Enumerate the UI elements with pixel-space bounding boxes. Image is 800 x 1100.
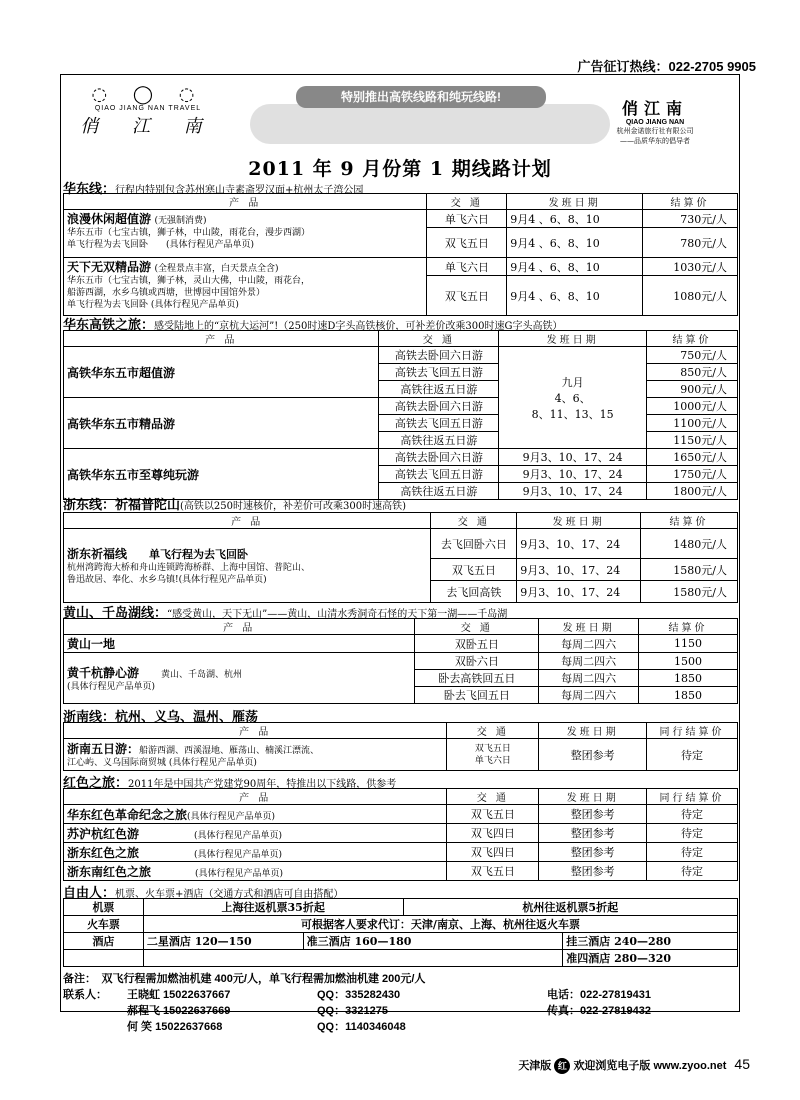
transport: 双飞五日	[474, 743, 511, 754]
transport: 卧去飞回五日	[415, 687, 539, 704]
transport: 高铁去卧回六日游	[379, 347, 499, 364]
product-desc: (具体行程见产品单页)	[195, 868, 284, 879]
departure: 九月 4、6、 8、11、13、15	[499, 347, 647, 449]
col-header: 发班日期	[539, 789, 647, 805]
product-name: 浙南五日游：	[67, 742, 140, 756]
section-zhedong	[63, 494, 406, 513]
transport: 双飞五日	[447, 805, 539, 824]
col-header: 发班日期	[539, 619, 639, 635]
company-name: 杭州金诺旅行社有限公司	[616, 127, 694, 135]
table-red	[63, 788, 738, 881]
banner: 特别推出高铁线路和纯玩线路!	[296, 86, 546, 108]
product-desc: 江心屿、义乌国际商贸城 (具体行程见产品单页)	[67, 758, 257, 768]
col-header: 发班日期	[539, 723, 647, 739]
section-desc: “感受黄山，天下无山”——黄山，山清水秀洞奇石怪的天下第一湖——千岛湖	[167, 609, 508, 620]
transport: 高铁往返五日游	[379, 381, 499, 398]
product-desc: 鲁迅故居、奉化、水乡乌镇!(具体行程见产品单页)	[67, 575, 267, 585]
section-desc: 感受陆地上的“京杭大运河”!（250时速D字头高铁核价，可补差价改乘300时速G字头高铁）	[154, 321, 563, 332]
transport: 双飞五日	[427, 228, 507, 258]
product-desc: 单飞行程为去飞回卧	[67, 240, 149, 250]
transport: 去飞回高铁	[431, 581, 517, 603]
section-label: 华东高铁之旅：	[63, 318, 155, 333]
row-value: 上海往返机票35折起	[143, 899, 403, 916]
departure: 每周二四六	[539, 635, 639, 653]
price: 1850	[639, 670, 738, 687]
row-key: 机票	[64, 899, 144, 916]
departure: 9月3、10、17、24	[499, 466, 647, 483]
product-tag: (全程景点丰富，白天景点全含)	[154, 264, 279, 274]
price: 730元/人	[643, 210, 738, 228]
section-desc: 2011年是中国共产党建党90周年，特推出以下线路，供参考	[128, 779, 397, 790]
remark-text: 双飞行程需加燃油机建 400元/人，单飞行程需加燃油机建 200元/人	[101, 973, 426, 985]
departure: 9月4 、6、8、10	[507, 276, 643, 316]
price: 1080元/人	[643, 276, 738, 316]
slogan: ——品质华东的倡导者	[620, 137, 690, 145]
col-header: 交 通	[379, 331, 499, 347]
col-header: 同行结算价	[647, 789, 738, 805]
price: 1580元/人	[641, 559, 738, 581]
departure: 每周二四六	[539, 653, 639, 670]
product-tag: (无强制消费)	[154, 216, 207, 226]
col-header: 产 品	[64, 513, 431, 529]
price: 待定	[647, 805, 738, 824]
transport: 高铁去飞回五日游	[379, 415, 499, 432]
row-value: 准三酒店 160—180	[303, 933, 563, 950]
row-value: 杭州往返机票5折起	[403, 899, 738, 916]
price: 待定	[647, 843, 738, 862]
section-desc: 杭州、义乌、温州、雁荡	[115, 710, 259, 725]
product-desc: 杭州湾跨海大桥和舟山连锁跨海桥群、上海中国馆、普陀山、	[67, 563, 311, 573]
row-key: 酒店	[64, 933, 144, 950]
transport: 双卧六日	[415, 653, 539, 670]
departure: 每周二四六	[539, 670, 639, 687]
col-header: 同行结算价	[647, 723, 738, 739]
transport: 双卧五日	[415, 635, 539, 653]
col-header: 发班日期	[507, 194, 643, 210]
transport: 双飞五日	[427, 276, 507, 316]
section-desc: 行程内特别包含苏州寒山寺素斋罗汉面+杭州太子湾公园	[115, 185, 364, 196]
product-name: 华东红色革命纪念之旅	[67, 807, 188, 822]
transport: 高铁往返五日游	[379, 483, 499, 500]
contact-phone: 何 笑 15022637668	[127, 1021, 223, 1033]
product-name: 高铁华东五市至尊纯玩游	[64, 449, 379, 500]
transport: 卧去高铁回五日	[415, 670, 539, 687]
contact-qq: QQ：1140346048	[317, 1021, 406, 1033]
section-label: 浙东线：	[63, 498, 116, 513]
product-desc: 船游西湖、西溪湿地、雁荡山、楠溪江漂流、	[139, 746, 320, 756]
table-gaotie	[63, 330, 738, 500]
col-header: 交 通	[427, 194, 507, 210]
col-header: 交 通	[447, 789, 539, 805]
cloud-decoration	[250, 104, 610, 144]
col-header: 交 通	[431, 513, 517, 529]
contact-phone: 王晓虹 15022637667	[127, 989, 231, 1001]
price: 1150	[639, 635, 738, 653]
departure: 9月4 、6、8、10	[507, 258, 643, 276]
departure: 整团参考	[539, 824, 647, 843]
price: 750元/人	[647, 347, 738, 364]
price: 1030元/人	[643, 258, 738, 276]
departure: 9月3、10、17、24	[517, 581, 641, 603]
logo-left-cn: 俏 江 南	[80, 116, 216, 137]
price: 1100元/人	[647, 415, 738, 432]
transport: 双飞四日	[447, 824, 539, 843]
red-badge-icon: 红	[554, 1058, 570, 1074]
departure: 9月3、10、17、24	[499, 483, 647, 500]
transport: 高铁去卧回六日游	[379, 398, 499, 415]
section-label: 浙南线：	[63, 710, 116, 725]
product-name: 浙东祈福线	[67, 547, 128, 561]
product-name: 黄千杭静心游	[67, 665, 140, 680]
product-name: 高铁华东五市精品游	[64, 398, 379, 449]
price: 1150元/人	[647, 432, 738, 449]
col-header: 产 品	[64, 331, 379, 347]
departure: 9月4 、6、8、10	[507, 228, 643, 258]
product-desc: (具体行程见产品单页)	[166, 240, 255, 250]
logo-right	[590, 96, 720, 146]
transport: 去飞回卧六日	[431, 529, 517, 559]
section-desc: 机票、火车票+酒店（交通方式和酒店可自由搭配）	[115, 889, 344, 900]
col-header: 产 品	[64, 619, 415, 635]
ad-hotline: 广告征订热线：022-2705 9905	[577, 59, 756, 74]
contacts	[63, 986, 733, 1034]
logo-left	[78, 84, 218, 138]
page-number: 45	[734, 1056, 750, 1072]
price: 1480元/人	[641, 529, 738, 559]
col-header: 产 品	[64, 723, 447, 739]
product-desc: 船游西湖，水乡乌镇或西塘，世博园中国馆外景）	[67, 288, 266, 298]
transport: 高铁去卧回六日游	[379, 449, 499, 466]
header	[60, 76, 740, 154]
price: 1000元/人	[647, 398, 738, 415]
transport: 双飞四日	[447, 843, 539, 862]
footer	[518, 1056, 750, 1074]
remark	[63, 970, 425, 986]
transport: 高铁去飞回五日游	[379, 364, 499, 381]
table-zhenan	[63, 722, 738, 771]
transport: 高铁往返五日游	[379, 432, 499, 449]
product-desc: 黄山、千岛湖、杭州	[161, 669, 243, 680]
section-label: 红色之旅：	[63, 776, 129, 791]
table-huadong	[63, 193, 738, 316]
product-name: 浪漫休闲超值游	[67, 212, 152, 226]
product-desc: (具体行程见产品单页)	[187, 811, 276, 822]
footer-brand: 天津版	[518, 1060, 552, 1072]
price: 850元/人	[647, 364, 738, 381]
section-label: 自由人：	[63, 886, 116, 901]
departure: 9月3、10、17、24	[517, 559, 641, 581]
product-desc: (具体行程见产品单页)	[194, 830, 283, 841]
col-header: 发班日期	[517, 513, 641, 529]
departure: 9月3、10、17、24	[517, 529, 641, 559]
price: 待定	[647, 824, 738, 843]
footer-text[interactable]: 欢迎浏览电子版 www.zyoo.net	[573, 1060, 727, 1072]
row-value: 可根据客人要求代订：天津/南京、上海、杭州往返火车票	[143, 916, 737, 933]
product-name: 浙东南红色之旅	[67, 864, 152, 879]
departure: 每周二四六	[539, 687, 639, 704]
row-value: 二星酒店 120—150	[143, 933, 303, 950]
section-label: 黄山、千岛湖线：	[63, 606, 168, 621]
transport: 双飞五日	[431, 559, 517, 581]
product-desc: (具体行程见产品单页)	[194, 849, 283, 860]
product-desc: 华东五市（七宝古镇，狮子林，灵山大佛，中山陵，雨花台，	[67, 276, 311, 286]
price: 待定	[647, 739, 738, 771]
section-label: 华东线：	[63, 182, 116, 197]
col-header: 结算价	[639, 619, 738, 635]
transport: 单飞六日	[427, 258, 507, 276]
product-desc: (具体行程见产品单页)	[67, 681, 156, 692]
col-header: 发班日期	[499, 331, 647, 347]
col-header: 交 通	[447, 723, 539, 739]
price: 1580元/人	[641, 581, 738, 603]
logo-icon: ◌ ◯ ◌	[91, 84, 205, 105]
product-name: 浙东红色之旅	[67, 845, 140, 860]
col-header: 结算价	[647, 331, 738, 347]
transport: 高铁去飞回五日游	[379, 466, 499, 483]
table-huangshan	[63, 618, 738, 704]
contact-qq: QQ：3321275	[317, 1005, 388, 1017]
price: 1500	[639, 653, 738, 670]
section-desc: (高铁以250时速核价，补差价可改乘300时速高铁)	[180, 501, 407, 512]
table-zhedong	[63, 512, 738, 603]
remark-label: 备注：	[63, 973, 91, 985]
product-name: 高铁华东五市超值游	[64, 347, 379, 398]
departure: 整团参考	[539, 843, 647, 862]
price: 1650元/人	[647, 449, 738, 466]
col-header: 交 通	[415, 619, 539, 635]
product-desc: 单飞行程为去飞回卧 (具体行程见产品单页)	[67, 300, 239, 310]
product-tag: 单飞行程为去飞回卧	[149, 548, 249, 561]
departure: 9月3、10、17、24	[499, 449, 647, 466]
price: 900元/人	[647, 381, 738, 398]
row-value: 挂三酒店 240—280	[563, 933, 738, 950]
col-header: 产 品	[64, 789, 447, 805]
contact-tel: 电话：022-27819431	[547, 989, 651, 1001]
contact-fax: 传真：022-27819432	[547, 1005, 651, 1017]
logo-left-en: QIAO JIANG NAN TRAVEL	[94, 105, 202, 112]
price: 1750元/人	[647, 466, 738, 483]
contacts-label: 联系人：	[63, 989, 107, 1001]
contact-phone: 郝程飞 15022637669	[127, 1005, 231, 1017]
product-name: 苏沪杭红色游	[67, 826, 140, 841]
logo-right-cn: 俏江南	[621, 99, 688, 118]
product-name: 天下无双精品游	[67, 260, 152, 274]
transport: 双飞五日	[447, 862, 539, 881]
price: 1850	[639, 687, 738, 704]
price: 780元/人	[643, 228, 738, 258]
product-name: 黄山一地	[64, 635, 415, 653]
col-header: 产 品	[64, 194, 427, 210]
section-label: 祈福普陀山	[115, 498, 181, 513]
table-free	[63, 898, 738, 967]
row-key: 火车票	[64, 916, 144, 933]
page-title: 2011 年 9 月份第 1 期线路计划	[248, 158, 552, 180]
transport: 单飞六日	[474, 755, 511, 766]
contact-qq: QQ：335282430	[317, 989, 401, 1001]
col-header: 结算价	[641, 513, 738, 529]
row-value: 准四酒店 280—320	[563, 950, 738, 967]
col-header: 结算价	[643, 194, 738, 210]
departure: 整团参考	[539, 739, 647, 771]
departure: 整团参考	[539, 805, 647, 824]
departure: 整团参考	[539, 862, 647, 881]
departure: 9月4 、6、8、10	[507, 210, 643, 228]
product-desc: 华东五市（七宝古镇，狮子林，中山陵，雨花台，漫步西湖）	[67, 228, 311, 238]
transport: 单飞六日	[427, 210, 507, 228]
price: 待定	[647, 862, 738, 881]
price: 1800元/人	[647, 483, 738, 500]
logo-right-en: QIAO JIANG NAN	[625, 119, 685, 126]
